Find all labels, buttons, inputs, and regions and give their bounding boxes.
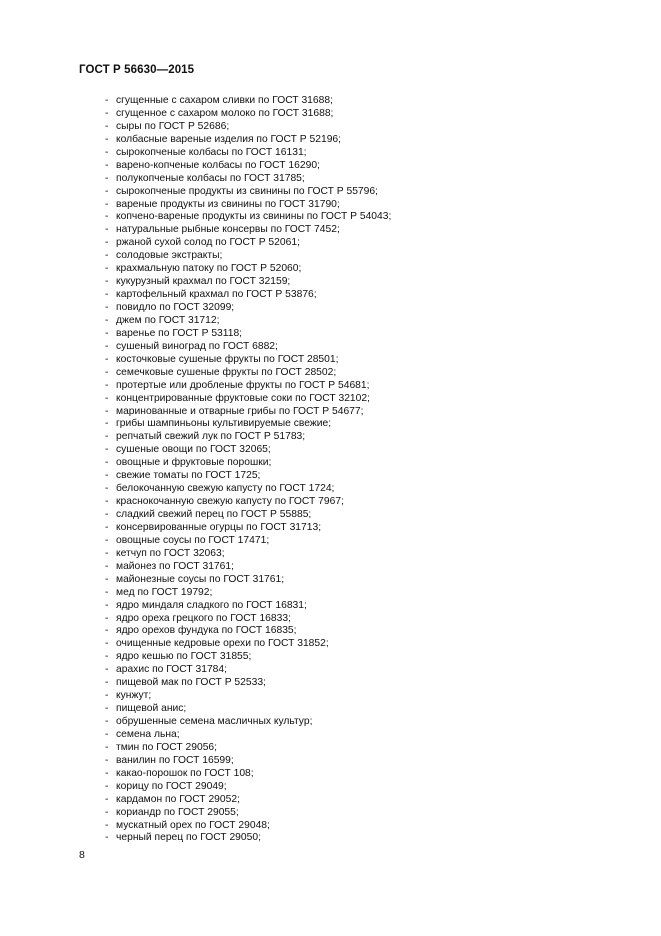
list-item-text: натуральные рыбные консервы по ГОСТ 7452; <box>116 224 340 236</box>
list-item-text: колбасные вареные изделия по ГОСТ Р 52196; <box>116 133 342 145</box>
list-item-text: краснокочанную свежую капусту по ГОСТ 7967; <box>116 496 344 508</box>
list-item <box>105 457 391 470</box>
list-bullet: - <box>105 211 109 223</box>
list-bullet: - <box>105 120 109 132</box>
list-bullet: - <box>105 534 109 546</box>
list-item-text: овощные и фруктовые порошки; <box>116 457 272 469</box>
list-item-text: крахмальную патоку по ГОСТ Р 52060; <box>116 263 302 275</box>
list-bullet: - <box>105 392 109 404</box>
list-item-text: косточковые сушеные фрукты по ГОСТ 28501; <box>116 353 339 365</box>
list-item <box>105 561 391 574</box>
list-bullet: - <box>105 470 109 482</box>
list-bullet: - <box>105 444 109 456</box>
list-item-text: сгущенные с сахаром сливки по ГОСТ 31688; <box>116 95 333 106</box>
list-bullet: - <box>105 586 109 598</box>
list-bullet: - <box>105 250 109 262</box>
list-item-text: тмин по ГОСТ 29056; <box>116 741 218 753</box>
list-bullet: - <box>105 431 109 443</box>
list-bullet: - <box>105 651 109 663</box>
list-item <box>105 173 391 186</box>
list-item-text: ядро кешью по ГОСТ 31855; <box>116 651 252 663</box>
list-bullet: - <box>105 625 109 637</box>
list-item <box>105 651 391 664</box>
list-item-text: черный перец по ГОСТ 29050; <box>116 832 261 844</box>
list-item-text: мускатный орех по ГОСТ 29048; <box>116 819 270 831</box>
list-bullet: - <box>105 716 109 727</box>
list-item <box>105 820 391 833</box>
list-bullet: - <box>105 159 109 171</box>
list-bullet: - <box>105 496 109 508</box>
list-item-text: грибы шампиньоны культивируемые свежие; <box>116 418 332 430</box>
list-bullet: - <box>105 483 109 495</box>
page-number: 8 <box>79 849 85 861</box>
list-item-text: какао-порошок по ГОСТ 108; <box>116 767 254 779</box>
list-item <box>105 638 391 651</box>
list-item <box>105 186 391 199</box>
list-item <box>105 470 391 483</box>
list-item <box>105 794 391 807</box>
list-item-text: сыры по ГОСТ Р 52686; <box>116 120 230 132</box>
list-item <box>105 807 391 820</box>
list-bullet: - <box>105 832 109 844</box>
list-item <box>105 535 391 548</box>
list-item <box>105 380 391 393</box>
list-item-text: майонез по ГОСТ 31761; <box>116 560 234 572</box>
list-bullet: - <box>105 612 109 624</box>
list-bullet: - <box>105 327 109 339</box>
list-bullet: - <box>105 95 109 106</box>
list-item <box>105 328 391 341</box>
list-item <box>105 250 391 263</box>
list-bullet: - <box>105 819 109 831</box>
list-bullet: - <box>105 133 109 145</box>
list-bullet: - <box>105 340 109 352</box>
list-bullet: - <box>105 457 109 469</box>
list-bullet: - <box>105 302 109 313</box>
list-bullet: - <box>105 289 109 301</box>
list-item-text: мед по ГОСТ 19792; <box>116 586 213 598</box>
list-bullet: - <box>105 547 109 559</box>
list-item-text: копчено-вареные продукты из свинины по ГОСТ Р 54043; <box>116 211 392 223</box>
list-bullet: - <box>105 703 109 715</box>
list-item-text: белокочанную свежую капусту по ГОСТ 1724; <box>116 483 335 495</box>
list-item-text: варенье по ГОСТ Р 53118; <box>116 327 243 339</box>
list-item-text: солодовые экстракты; <box>116 250 223 262</box>
list-item <box>105 755 391 768</box>
list-item <box>105 600 391 613</box>
list-item-text: семечковые сушеные фрукты по ГОСТ 28502; <box>116 366 337 378</box>
list-bullet: - <box>105 353 109 365</box>
list-item-text: картофельный крахмал по ГОСТ Р 53876; <box>116 289 317 301</box>
list-item <box>105 444 391 457</box>
list-item-text: варено-копченые колбасы по ГОСТ 16290; <box>116 159 320 171</box>
list-item-text: семена льна; <box>116 728 180 740</box>
list-bullet: - <box>105 728 109 740</box>
list-item <box>105 625 391 638</box>
list-item-text: ванилин по ГОСТ 16599; <box>116 754 234 766</box>
list-item <box>105 199 391 212</box>
list-item <box>105 832 391 845</box>
list-item-text: ржаной сухой солод по ГОСТ Р 52061; <box>116 237 300 249</box>
list-item <box>105 768 391 781</box>
list-item-text: сгущенное с сахаром молоко по ГОСТ 31688; <box>116 107 334 119</box>
list-item <box>105 483 391 496</box>
list-bullet: - <box>105 224 109 236</box>
list-item-text: полукопченые колбасы по ГОСТ 31785; <box>116 172 305 184</box>
list-item <box>105 703 391 716</box>
list-item-text: пищевой анис; <box>116 703 187 715</box>
list-item <box>105 237 391 250</box>
list-item <box>105 587 391 600</box>
list-item-text: ядро орехов фундука по ГОСТ 16835; <box>116 625 297 637</box>
list-item-text: маринованные и отварные грибы по ГОСТ Р 54677; <box>116 405 364 417</box>
list-item <box>105 729 391 742</box>
list-item-text: кориандр по ГОСТ 29055; <box>116 806 239 818</box>
list-item <box>105 315 391 328</box>
list-item <box>105 302 391 315</box>
list-item-text: репчатый свежий лук по ГОСТ Р 51783; <box>116 431 306 443</box>
list-item <box>105 263 391 276</box>
list-item <box>105 781 391 794</box>
list-bullet: - <box>105 172 109 184</box>
list-item-text: майонезные соусы по ГОСТ 31761; <box>116 573 285 585</box>
list-item <box>105 121 391 134</box>
list-item-text: ядро ореха грецкого по ГОСТ 16833; <box>116 612 291 624</box>
list-bullet: - <box>105 806 109 818</box>
list-item-text: протертые или дробленые фрукты по ГОСТ Р 54681; <box>116 379 370 391</box>
list-item <box>105 134 391 147</box>
list-bullet: - <box>105 573 109 585</box>
list-bullet: - <box>105 198 109 210</box>
list-bullet: - <box>105 560 109 572</box>
list-item-text: пищевой мак по ГОСТ Р 52533; <box>116 677 266 689</box>
list-item-text: повидло по ГОСТ 32099; <box>116 302 235 313</box>
list-item <box>105 716 391 729</box>
list-bullet: - <box>105 521 109 533</box>
list-item <box>105 574 391 587</box>
product-list <box>105 95 391 845</box>
list-item <box>105 95 391 108</box>
list-bullet: - <box>105 599 109 611</box>
list-bullet: - <box>105 107 109 119</box>
list-item-text: кунжут; <box>116 690 152 702</box>
list-item <box>105 211 391 224</box>
list-item <box>105 354 391 367</box>
list-bullet: - <box>105 767 109 779</box>
list-bullet: - <box>105 690 109 702</box>
list-bullet: - <box>105 754 109 766</box>
list-item <box>105 522 391 535</box>
list-item <box>105 224 391 237</box>
list-item-text: сырокопченые продукты из свинины по ГОСТ Р 55796; <box>116 185 378 197</box>
list-item <box>105 613 391 626</box>
list-item <box>105 431 391 444</box>
list-bullet: - <box>105 664 109 676</box>
list-item <box>105 367 391 380</box>
list-bullet: - <box>105 405 109 417</box>
list-item-text: арахис по ГОСТ 31784; <box>116 664 227 676</box>
list-bullet: - <box>105 263 109 275</box>
list-item <box>105 418 391 431</box>
list-item <box>105 664 391 677</box>
list-bullet: - <box>105 793 109 805</box>
list-item-text: кукурузный крахмал по ГОСТ 32159; <box>116 276 291 288</box>
list-bullet: - <box>105 418 109 430</box>
list-bullet: - <box>105 677 109 689</box>
list-bullet: - <box>105 146 109 158</box>
list-bullet: - <box>105 185 109 197</box>
list-item <box>105 147 391 160</box>
list-bullet: - <box>105 366 109 378</box>
document-header: ГОСТ Р 56630—2015 <box>79 64 195 76</box>
list-item <box>105 276 391 289</box>
list-item <box>105 496 391 509</box>
list-item <box>105 289 391 302</box>
list-item-text: свежие томаты по ГОСТ 1725; <box>116 470 261 482</box>
list-item <box>105 677 391 690</box>
list-item-text: корицу по ГОСТ 29049; <box>116 780 227 792</box>
list-item-text: концентрированные фруктовые соки по ГОСТ 32102; <box>116 392 370 404</box>
list-bullet: - <box>105 314 109 326</box>
list-item <box>105 108 391 121</box>
list-item <box>105 548 391 561</box>
list-item <box>105 690 391 703</box>
list-item <box>105 160 391 173</box>
list-item <box>105 393 391 406</box>
list-item <box>105 341 391 354</box>
list-bullet: - <box>105 276 109 288</box>
list-bullet: - <box>105 638 109 650</box>
list-item-text: обрушенные семена масличных культур; <box>116 716 313 727</box>
list-item-text: овощные соусы по ГОСТ 17471; <box>116 534 270 546</box>
list-bullet: - <box>105 509 109 520</box>
list-item-text: очищенные кедровые орехи по ГОСТ 31852; <box>116 638 329 650</box>
list-item-text: сушеный виноград по ГОСТ 6882; <box>116 340 278 352</box>
list-bullet: - <box>105 780 109 792</box>
list-bullet: - <box>105 379 109 391</box>
list-bullet: - <box>105 237 109 249</box>
list-item-text: сырокопченые колбасы по ГОСТ 16131; <box>116 146 307 158</box>
list-bullet: - <box>105 741 109 753</box>
list-item-text: сушеные овощи по ГОСТ 32065; <box>116 444 271 456</box>
list-item-text: сладкий свежий перец по ГОСТ Р 55885; <box>116 509 312 520</box>
list-item-text: ядро миндаля сладкого по ГОСТ 16831; <box>116 599 307 611</box>
list-item-text: кардамон по ГОСТ 29052; <box>116 793 240 805</box>
list-item <box>105 742 391 755</box>
list-item-text: консервированные огурцы по ГОСТ 31713; <box>116 521 322 533</box>
list-item <box>105 509 391 522</box>
list-item-text: джем по ГОСТ 31712; <box>116 314 220 326</box>
list-item <box>105 406 391 419</box>
list-item-text: кетчуп по ГОСТ 32063; <box>116 547 225 559</box>
list-item-text: вареные продукты из свинины по ГОСТ 31790; <box>116 198 340 210</box>
